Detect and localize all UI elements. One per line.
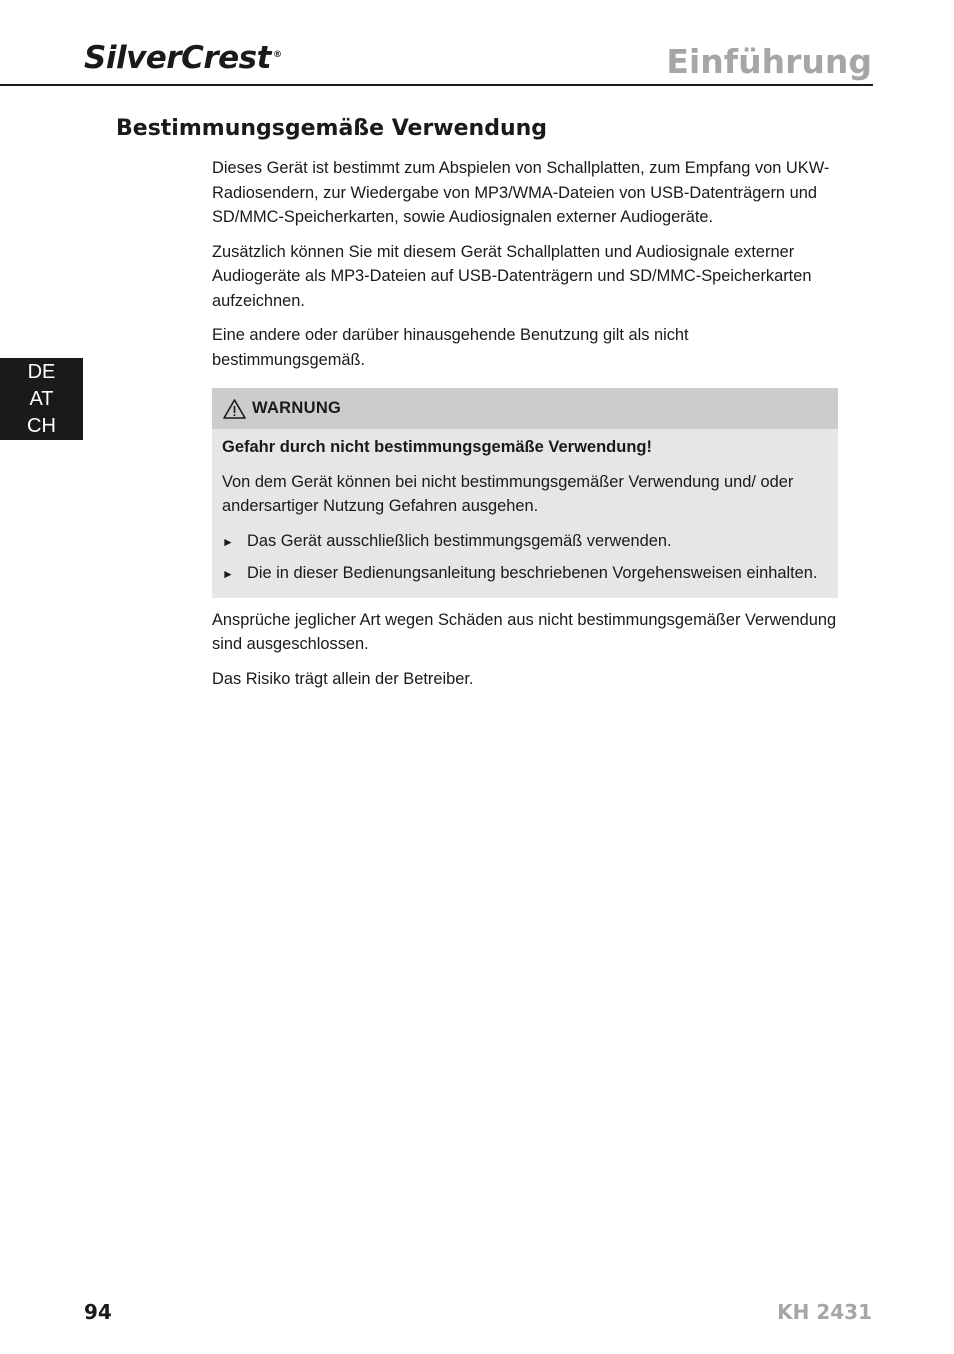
brand-logo (84, 40, 281, 76)
bullet-text: Die in dieser Bedienungsanleitung beschriebenen Vorgehensweisen einhalten. (247, 564, 818, 582)
language-at: AT (29, 387, 54, 410)
warning-bullet (222, 529, 826, 555)
model-number: KH 2431 (777, 1300, 872, 1324)
warning-subheading: Gefahr durch nicht bestimmungsgemäße Verwendung! (222, 438, 652, 456)
header-divider (0, 84, 873, 86)
warning-text: Von dem Gerät können bei nicht bestimmungsgemäßer Verwendung und/ oder andersartiger Nutzung Gefahren ausgehen. (222, 472, 794, 515)
brand-name: SilverCrest (84, 40, 271, 76)
warning-triangle-icon (222, 398, 247, 420)
warning-body (212, 429, 838, 598)
bullet-arrow-icon: ► (222, 567, 234, 581)
page-number: 94 (84, 1300, 112, 1324)
main-content (212, 156, 842, 701)
bullet-text: Das Gerät ausschließlich bestimmungsgemäß verwenden. (247, 531, 672, 550)
registered-mark: ® (272, 49, 282, 60)
section-heading: Bestimmungsgemäße Verwendung (116, 116, 548, 141)
warning-label: WARNUNG (252, 399, 342, 418)
recording-paragraph: Zusätzlich können Sie mit diesem Gerät Schallplatten und Audiosignale externer Audiogeräte als MP3-Dateien auf USB-Datenträgern und SD/MMC-Speicherkarten aufzeichnen. (212, 242, 812, 310)
risk-paragraph: Das Risiko trägt allein der Betreiber. (212, 669, 474, 688)
bullet-arrow-icon: ► (222, 534, 234, 549)
warning-header (212, 388, 838, 429)
language-ch: CH (27, 414, 56, 437)
page-title: Einführung (666, 42, 872, 81)
intro-paragraph: Dieses Gerät ist bestimmt zum Abspielen von Schallplatten, zum Empfang von UKW-Radiosendern, zur Wiedergabe von MP3/WMA-Dateien von USB-Datenträgern und SD/MMC-Speicherkarten, sowie Audiosignalen externer Audiogeräte. (212, 159, 830, 226)
warning-bullet (222, 561, 826, 587)
usage-paragraph: Eine andere oder darüber hinausgehende Benutzung gilt als nicht bestimmungsgemäß. (212, 326, 689, 369)
liability-paragraph: Ansprüche jeglicher Art wegen Schäden aus nicht bestimmungsgemäßer Verwendung sind ausgeschlossen. (212, 610, 837, 653)
language-tab (0, 358, 83, 440)
language-de: DE (27, 360, 56, 383)
warning-box (212, 388, 838, 598)
